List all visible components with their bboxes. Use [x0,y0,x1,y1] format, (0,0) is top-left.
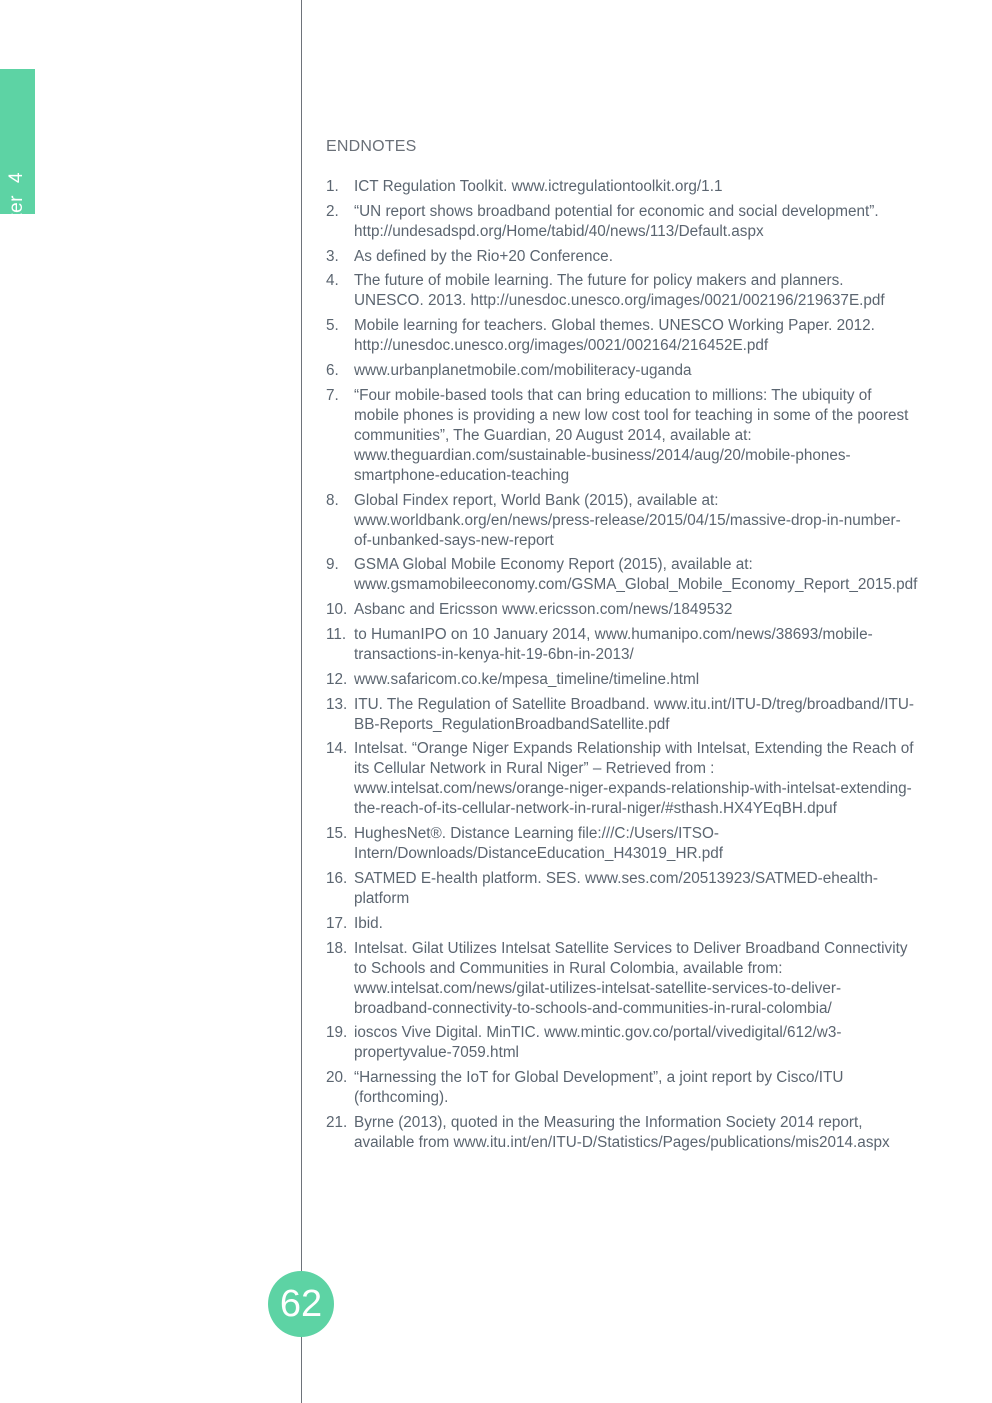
endnote-number: 9. [326,556,339,574]
endnote-text: Global Findex report, World Bank (2015), available at: www.worldbank.org/en/news/press-release/2015/04/15/massive-drop-in-number-of-unbanked-says-new-report [354,491,901,549]
endnote-number: 1. [326,178,339,195]
endnote-number: 11. [326,625,347,643]
endnote-text: The future of mobile learning. The future for policy makers and planners. UNESCO. 2013. http://unesdoc.unesco.org/images/0021/002196/219637E.pdf [354,272,885,310]
endnote-text: As defined by the Rio+20 Conference. [354,247,613,265]
endnote-text: GSMA Global Mobile Economy Report (2015), available at: www.gsmamobileeconomy.com/GSMA_Global_Mobile_Economy_Report_2015.pdf [354,556,918,594]
page-number: 62 [279,1282,323,1325]
endnote-number: 17. [326,914,348,932]
endnote-number: 7. [326,386,339,404]
endnote-item [326,555,916,595]
endnote-text: Intelsat. Gilat Utilizes Intelsat Satellite Services to Deliver Broadband Connectivity to Schools and Communities in Rural Colombia, available from: www.intelsat.com/news/gilat-utilizes-intelsat-satellite-services-to-deliver-broadband-connectivity-to-schools-and-communities-in-rural-colombia/ [354,939,908,1017]
endnote-item [326,670,916,690]
page-number-badge [268,1271,334,1337]
endnote-number: 21. [326,1113,348,1131]
endnote-number: 2. [326,202,339,220]
endnote-text: Asbanc and Ericsson www.ericsson.com/news/1849532 [354,601,733,619]
endnote-number: 14. [326,740,348,758]
endnote-item [326,695,916,735]
endnote-text: www.urbanplanetmobile.com/mobiliteracy-uganda [354,361,692,379]
endnotes-list [326,177,916,1158]
chapter-tab [0,69,35,267]
endnote-item [326,1113,916,1153]
endnote-number: 5. [326,317,339,335]
endnote-item [326,202,916,242]
endnote-number: 13. [326,695,348,713]
endnote-text: SATMED E-health platform. SES. www.ses.com/20513923/SATMED-ehealth-platform [354,869,878,907]
endnote-number: 19. [326,1024,348,1042]
endnote-item [326,1068,916,1108]
endnote-item [326,386,916,486]
endnote-number: 18. [326,939,348,957]
endnote-number: 16. [326,869,348,887]
endnote-number: 4. [326,272,339,290]
endnote-item [326,824,916,864]
endnote-number: 12. [326,670,348,688]
endnote-text: Byrne (2013), quoted in the Measuring the Information Society 2014 report, available from www.itu.int/en/ITU-D/Statistics/Pages/publications/mis2014.aspx [354,1113,890,1151]
endnote-text: ITU. The Regulation of Satellite Broadband. www.itu.int/ITU-D/treg/broadband/ITU-BB-Reports_RegulationBroadbandSatellite.pdf [354,695,915,733]
endnote-item [326,939,916,1019]
endnote-text: ICT Regulation Toolkit. www.ictregulationtoolkit.org/1.1 [354,178,723,195]
endnote-text: to HumanIPO on 10 January 2014, www.humanipo.com/news/38693/mobile-transactions-in-kenya-hit-19-6bn-in-2013/ [354,625,873,663]
endnote-item [326,739,916,819]
endnote-text: ioscos Vive Digital. MinTIC. www.mintic.gov.co/portal/vivedigital/612/w3-propertyvalue-7059.html [354,1024,842,1062]
endnote-number: 20. [326,1069,348,1087]
chapter-word: Chapter [6,194,27,267]
endnote-text: “Harnessing the IoT for Global Development”, a joint report by Cisco/ITU (forthcoming). [354,1069,844,1107]
endnote-text: “UN report shows broadband potential for economic and social development”. http://undesadspd.org/Home/tabid/40/news/113/Default.aspx [354,202,879,240]
chapter-label [6,172,28,266]
endnote-text: Mobile learning for teachers. Global themes. UNESCO Working Paper. 2012. http://unesdoc.unesco.org/images/0021/002164/216452E.pdf [354,317,875,355]
endnotes-heading: ENDNOTES [326,138,417,155]
endnote-item [326,869,916,909]
endnote-number: 10. [326,601,348,619]
endnote-number: 8. [326,491,339,509]
endnote-text: Ibid. [354,914,383,932]
endnote-item [326,914,916,934]
endnote-item [326,491,916,551]
endnote-item [326,600,916,620]
chapter-number: 4 [6,171,27,183]
vertical-rule [301,0,302,1403]
endnote-item [326,271,916,311]
endnote-item [326,247,916,267]
endnote-number: 3. [326,247,339,265]
endnote-text: “Four mobile-based tools that can bring education to millions: The ubiquity of mobile phones is providing a new low cost tool for teaching in some of the poorest communities”, The Guardian, 20 August 2014, available at: www.theguardian.com/sustainable-business/2014/aug/20/mobile-phones-smartphone-education-teaching [354,386,909,484]
endnote-number: 15. [326,825,348,843]
endnote-text: Intelsat. “Orange Niger Expands Relationship with Intelsat, Extending the Reach of its Cellular Network in Rural Niger” – Retrieved from : www.intelsat.com/news/orange-niger-expands-relationship-with-intelsat-extending-the-reach-of-its-cellular-network-in-rural-niger/#sthash.HX4YEqBH.dpuf [354,740,914,818]
endnote-item [326,316,916,356]
endnote-number: 6. [326,361,339,379]
endnote-item [326,361,916,381]
endnote-item [326,1023,916,1063]
endnote-item [326,625,916,665]
endnote-text: HughesNet®. Distance Learning file:///C:/Users/ITSO-Intern/Downloads/DistanceEducation_H43019_HR.pdf [354,825,724,863]
endnote-text: www.safaricom.co.ke/mpesa_timeline/timeline.html [354,670,700,688]
endnote-item [326,177,916,197]
